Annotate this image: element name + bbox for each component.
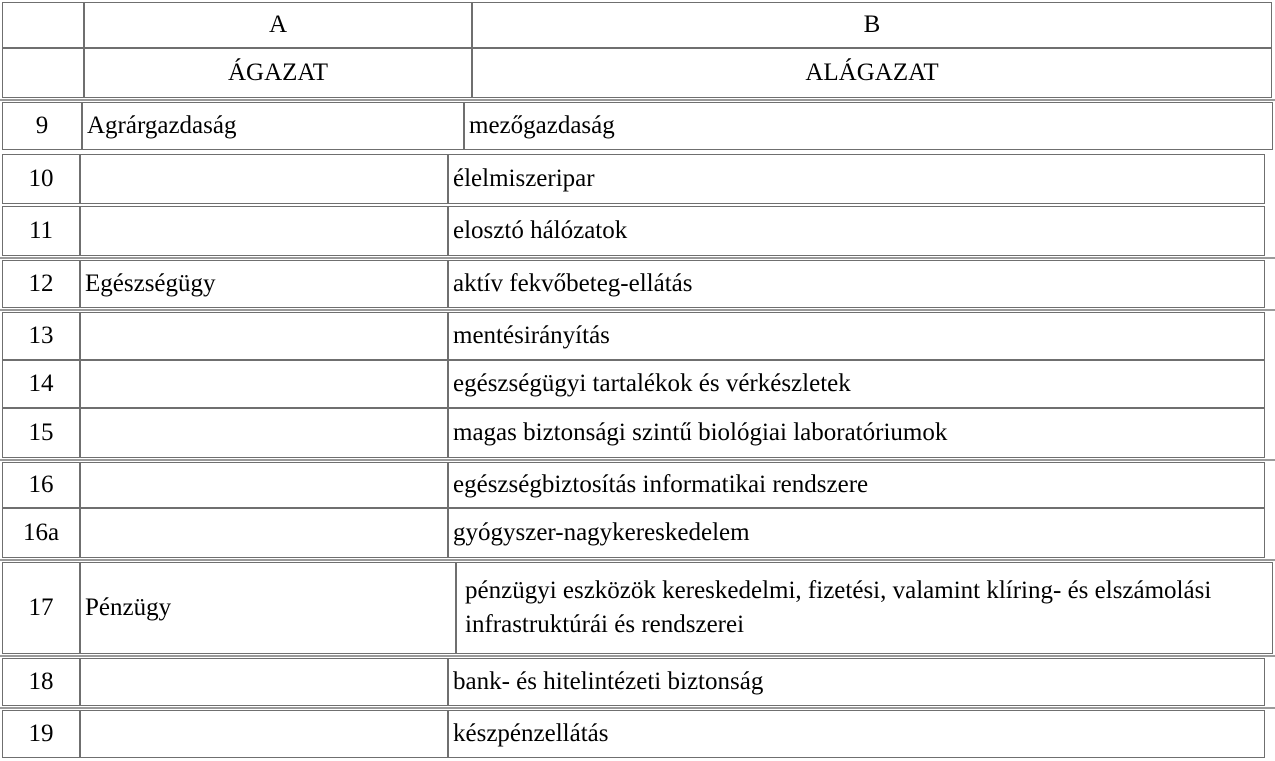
row-subsector: mezőgazdaság xyxy=(464,102,1273,150)
column-title-alagazat: ALÁGAZAT xyxy=(472,48,1272,98)
row-sector xyxy=(80,508,448,558)
row-subsector: aktív fekvőbeteg-ellátás xyxy=(448,260,1265,308)
row-number: 13 xyxy=(2,312,80,360)
row-number: 19 xyxy=(2,710,80,758)
row-sector: Pénzügy xyxy=(80,562,456,654)
row-sector: Agrárgazdaság xyxy=(82,102,464,150)
separator-line xyxy=(0,99,1275,101)
separator-line xyxy=(0,459,1275,461)
row-sector xyxy=(80,710,448,758)
row-subsector: gyógyszer-nagykereskedelem xyxy=(448,508,1265,558)
row-sector xyxy=(80,360,448,408)
row-number: 11 xyxy=(2,206,80,256)
row-number: 14 xyxy=(2,360,80,408)
row-sector xyxy=(80,154,448,204)
row-subsector: élelmiszeripar xyxy=(448,154,1265,204)
separator-line xyxy=(0,707,1275,709)
row-subsector: pénzügyi eszközök kereskedelmi, fizetési, valamint klíring- és elszámolási infrastruktúrái és rendszerei xyxy=(456,562,1273,654)
row-number: 18 xyxy=(2,658,80,706)
row-number: 12 xyxy=(2,260,80,308)
row-number: 9 xyxy=(2,102,82,150)
column-letter-a: A xyxy=(84,2,472,48)
row-sector xyxy=(80,658,448,706)
separator-line xyxy=(0,309,1275,311)
header-corner-1 xyxy=(2,2,84,48)
separator-line xyxy=(0,655,1275,657)
row-subsector: elosztó hálózatok xyxy=(448,206,1265,256)
separator-line xyxy=(0,257,1275,259)
row-subsector: egészségügyi tartalékok és vérkészletek xyxy=(448,360,1265,408)
row-subsector: magas biztonsági szintű biológiai laboratóriumok xyxy=(448,408,1265,458)
row-sector: Egészségügy xyxy=(80,260,448,308)
column-title-agazat: ÁGAZAT xyxy=(84,48,472,98)
row-sector xyxy=(80,312,448,360)
row-number: 17 xyxy=(2,562,80,654)
row-sector xyxy=(80,462,448,508)
column-letter-b: B xyxy=(472,2,1272,48)
row-sector xyxy=(80,408,448,458)
row-subsector: mentésirányítás xyxy=(448,312,1265,360)
row-number: 16a xyxy=(2,508,80,558)
separator-line xyxy=(0,559,1275,561)
row-sector xyxy=(80,206,448,256)
row-subsector: készpénzellátás xyxy=(448,710,1265,758)
header-corner-2 xyxy=(2,48,84,98)
row-number: 15 xyxy=(2,408,80,458)
row-number: 16 xyxy=(2,462,80,508)
row-number: 10 xyxy=(2,154,80,204)
row-subsector: egészségbiztosítás informatikai rendszere xyxy=(448,462,1265,508)
row-subsector: bank- és hitelintézeti biztonság xyxy=(448,658,1265,706)
